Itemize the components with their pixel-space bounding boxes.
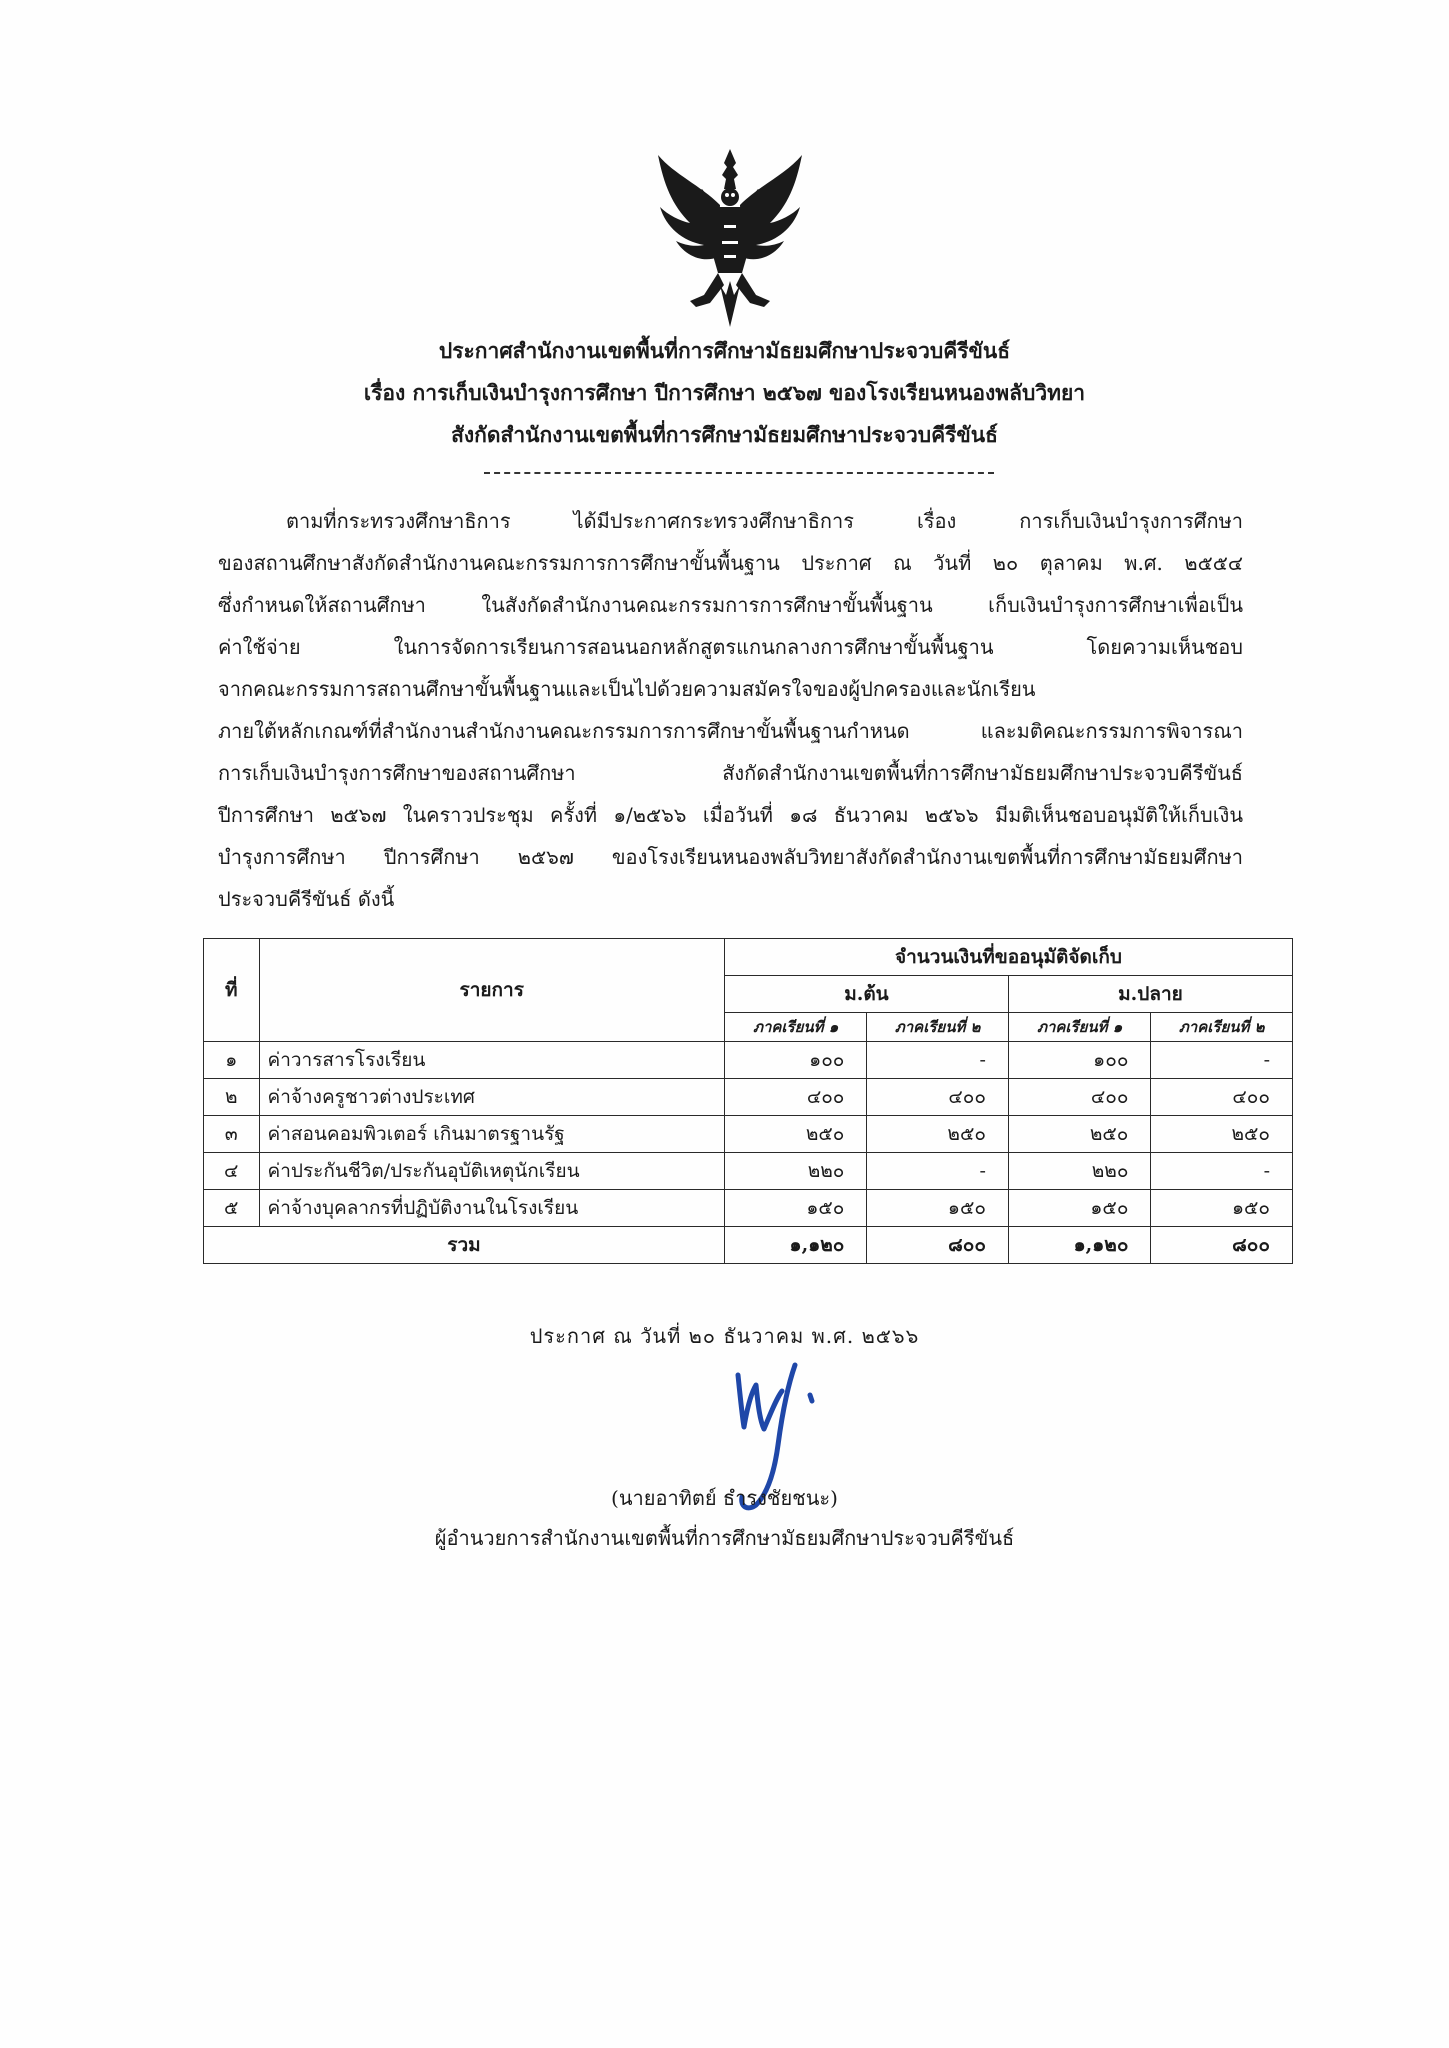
announcement-subject: เรื่อง การเก็บเงินบำรุงการศึกษา ปีการศึกษา ๒๕๖๗ ของโรงเรียนหนองพลับวิทยา <box>363 380 1086 405</box>
row-value: ๑๕๐ <box>1151 1190 1293 1227</box>
total-label: รวม <box>204 1227 725 1264</box>
announcement-date: ประกาศ ณ วันที่ ๒๐ ธันวาคม พ.ศ. ๒๕๖๖ <box>529 1324 920 1348</box>
row-value: ๔๐๐ <box>867 1079 1009 1116</box>
body-line: ซึ่งกำหนดให้สถานศึกษา ในสังกัดสำนักงานคณะกรรมการการศึกษาขั้นพื้นฐาน เก็บเงินบำรุงการศึกษาเพื่อเป็น <box>218 593 1243 617</box>
row-number: ๕ <box>204 1190 260 1227</box>
row-value: ๒๕๐ <box>1151 1116 1293 1153</box>
body-line: บำรุงการศึกษา ปีการศึกษา ๒๕๖๗ ของโรงเรียนหนองพลับวิทยาสังกัดสำนักงานเขตพื้นที่การศึกษามัธยมศึกษา <box>218 845 1243 869</box>
body-line: ค่าใช้จ่าย ในการจัดการเรียนการสอนนอกหลักสูตรแกนกลางการศึกษาขั้นพื้นฐาน โดยความเห็นชอบ <box>218 635 1243 659</box>
total-value: ๑,๑๒๐ <box>1008 1227 1150 1264</box>
body-line: ภายใต้หลักเกณฑ์ที่สำนักงานสำนักงานคณะกรรมการการศึกษาขั้นพื้นฐานกำหนด และมติคณะกรรมการพิจารณา <box>218 719 1243 743</box>
row-value: ๒๒๐ <box>1008 1153 1150 1190</box>
header-divider <box>484 472 994 474</box>
signer-name: (นายอาทิตย์ ธำรงชัยชนะ) <box>611 1486 838 1510</box>
table-row <box>204 1153 1293 1190</box>
body-line: การเก็บเงินบำรุงการศึกษาของสถานศึกษา สังกัดสำนักงานเขตพื้นที่การศึกษามัธยมศึกษาประจวบคีรีขันธ์ <box>218 761 1243 785</box>
announcement-affiliation: สังกัดสำนักงานเขตพื้นที่การศึกษามัธยมศึกษาประจวบคีรีขันธ์ <box>451 422 998 447</box>
row-value: ๑๕๐ <box>867 1190 1009 1227</box>
row-item: ค่าประกันชีวิต/ประกันอุบัติเหตุนักเรียน <box>259 1153 724 1190</box>
table-row <box>204 1042 1293 1079</box>
term-header: ภาคเรียนที่ ๑ <box>1008 1013 1150 1042</box>
row-number: ๑ <box>204 1042 260 1079</box>
row-number: ๓ <box>204 1116 260 1153</box>
row-item: ค่าสอนคอมพิวเตอร์ เกินมาตรฐานรัฐ <box>259 1116 724 1153</box>
row-value: ๒๕๐ <box>867 1116 1009 1153</box>
row-value: - <box>1151 1153 1293 1190</box>
row-item: ค่าจ้างครูชาวต่างประเทศ <box>259 1079 724 1116</box>
table-row <box>204 1079 1293 1116</box>
row-value: ๒๕๐ <box>1008 1116 1150 1153</box>
signer-title: ผู้อำนวยการสำนักงานเขตพื้นที่การศึกษามัธยมศึกษาประจวบคีรีขันธ์ <box>434 1526 1015 1550</box>
body-line: จากคณะกรรมการสถานศึกษาขั้นพื้นฐานและเป็นไปด้วยความสมัครใจของผู้ปกครองและนักเรียน <box>218 677 1036 701</box>
row-value: - <box>867 1153 1009 1190</box>
body-line: ตามที่กระทรวงศึกษาธิการ ได้มีประกาศกระทรวงศึกษาธิการ เรื่อง การเก็บเงินบำรุงการศึกษา <box>286 509 1243 533</box>
row-value: ๔๐๐ <box>1151 1079 1293 1116</box>
row-value: ๒๕๐ <box>724 1116 866 1153</box>
row-value: - <box>867 1042 1009 1079</box>
row-value: ๑๐๐ <box>724 1042 866 1079</box>
garuda-emblem-icon <box>650 145 810 330</box>
column-header-amount: จำนวนเงินที่ขออนุมัติจัดเก็บ <box>724 939 1292 976</box>
row-value: ๔๐๐ <box>1008 1079 1150 1116</box>
body-line: ปีการศึกษา ๒๕๖๗ ในคราวประชุม ครั้งที่ ๑/๒๕๖๖ เมื่อวันที่ ๑๘ ธันวาคม ๒๕๖๖ มีมติเห็นชอบอนุมัติให้เก็บเงิน <box>218 803 1243 827</box>
group-header-upper-secondary: ม.ปลาย <box>1008 976 1292 1013</box>
body-line: ของสถานศึกษาสังกัดสำนักงานคณะกรรมการการศึกษาขั้นพื้นฐาน ประกาศ ณ วันที่ ๒๐ ตุลาคม พ.ศ. ๒๕๕๔ <box>218 551 1243 575</box>
table-row <box>204 1190 1293 1227</box>
announcement-title: ประกาศสำนักงานเขตพื้นที่การศึกษามัธยมศึกษาประจวบคีรีขันธ์ <box>438 338 1011 363</box>
row-value: ๒๒๐ <box>724 1153 866 1190</box>
row-number: ๔ <box>204 1153 260 1190</box>
row-value: ๔๐๐ <box>724 1079 866 1116</box>
body-line: ประจวบคีรีขันธ์ ดังนี้ <box>218 887 395 911</box>
term-header: ภาคเรียนที่ ๒ <box>867 1013 1009 1042</box>
row-value: ๑๕๐ <box>1008 1190 1150 1227</box>
total-value: ๘๐๐ <box>867 1227 1009 1264</box>
row-value: - <box>1151 1042 1293 1079</box>
row-item: ค่าจ้างบุคลากรที่ปฏิบัติงานในโรงเรียน <box>259 1190 724 1227</box>
fee-table <box>203 938 1293 1264</box>
column-header-no: ที่ <box>204 939 260 1042</box>
total-value: ๘๐๐ <box>1151 1227 1293 1264</box>
term-header: ภาคเรียนที่ ๑ <box>724 1013 866 1042</box>
row-number: ๒ <box>204 1079 260 1116</box>
row-value: ๑๐๐ <box>1008 1042 1150 1079</box>
group-header-lower-secondary: ม.ต้น <box>724 976 1008 1013</box>
row-item: ค่าวารสารโรงเรียน <box>259 1042 724 1079</box>
term-header: ภาคเรียนที่ ๒ <box>1151 1013 1293 1042</box>
row-value: ๑๕๐ <box>724 1190 866 1227</box>
table-row <box>204 1116 1293 1153</box>
total-value: ๑,๑๒๐ <box>724 1227 866 1264</box>
column-header-item: รายการ <box>259 939 724 1042</box>
table-total-row <box>204 1227 1293 1264</box>
